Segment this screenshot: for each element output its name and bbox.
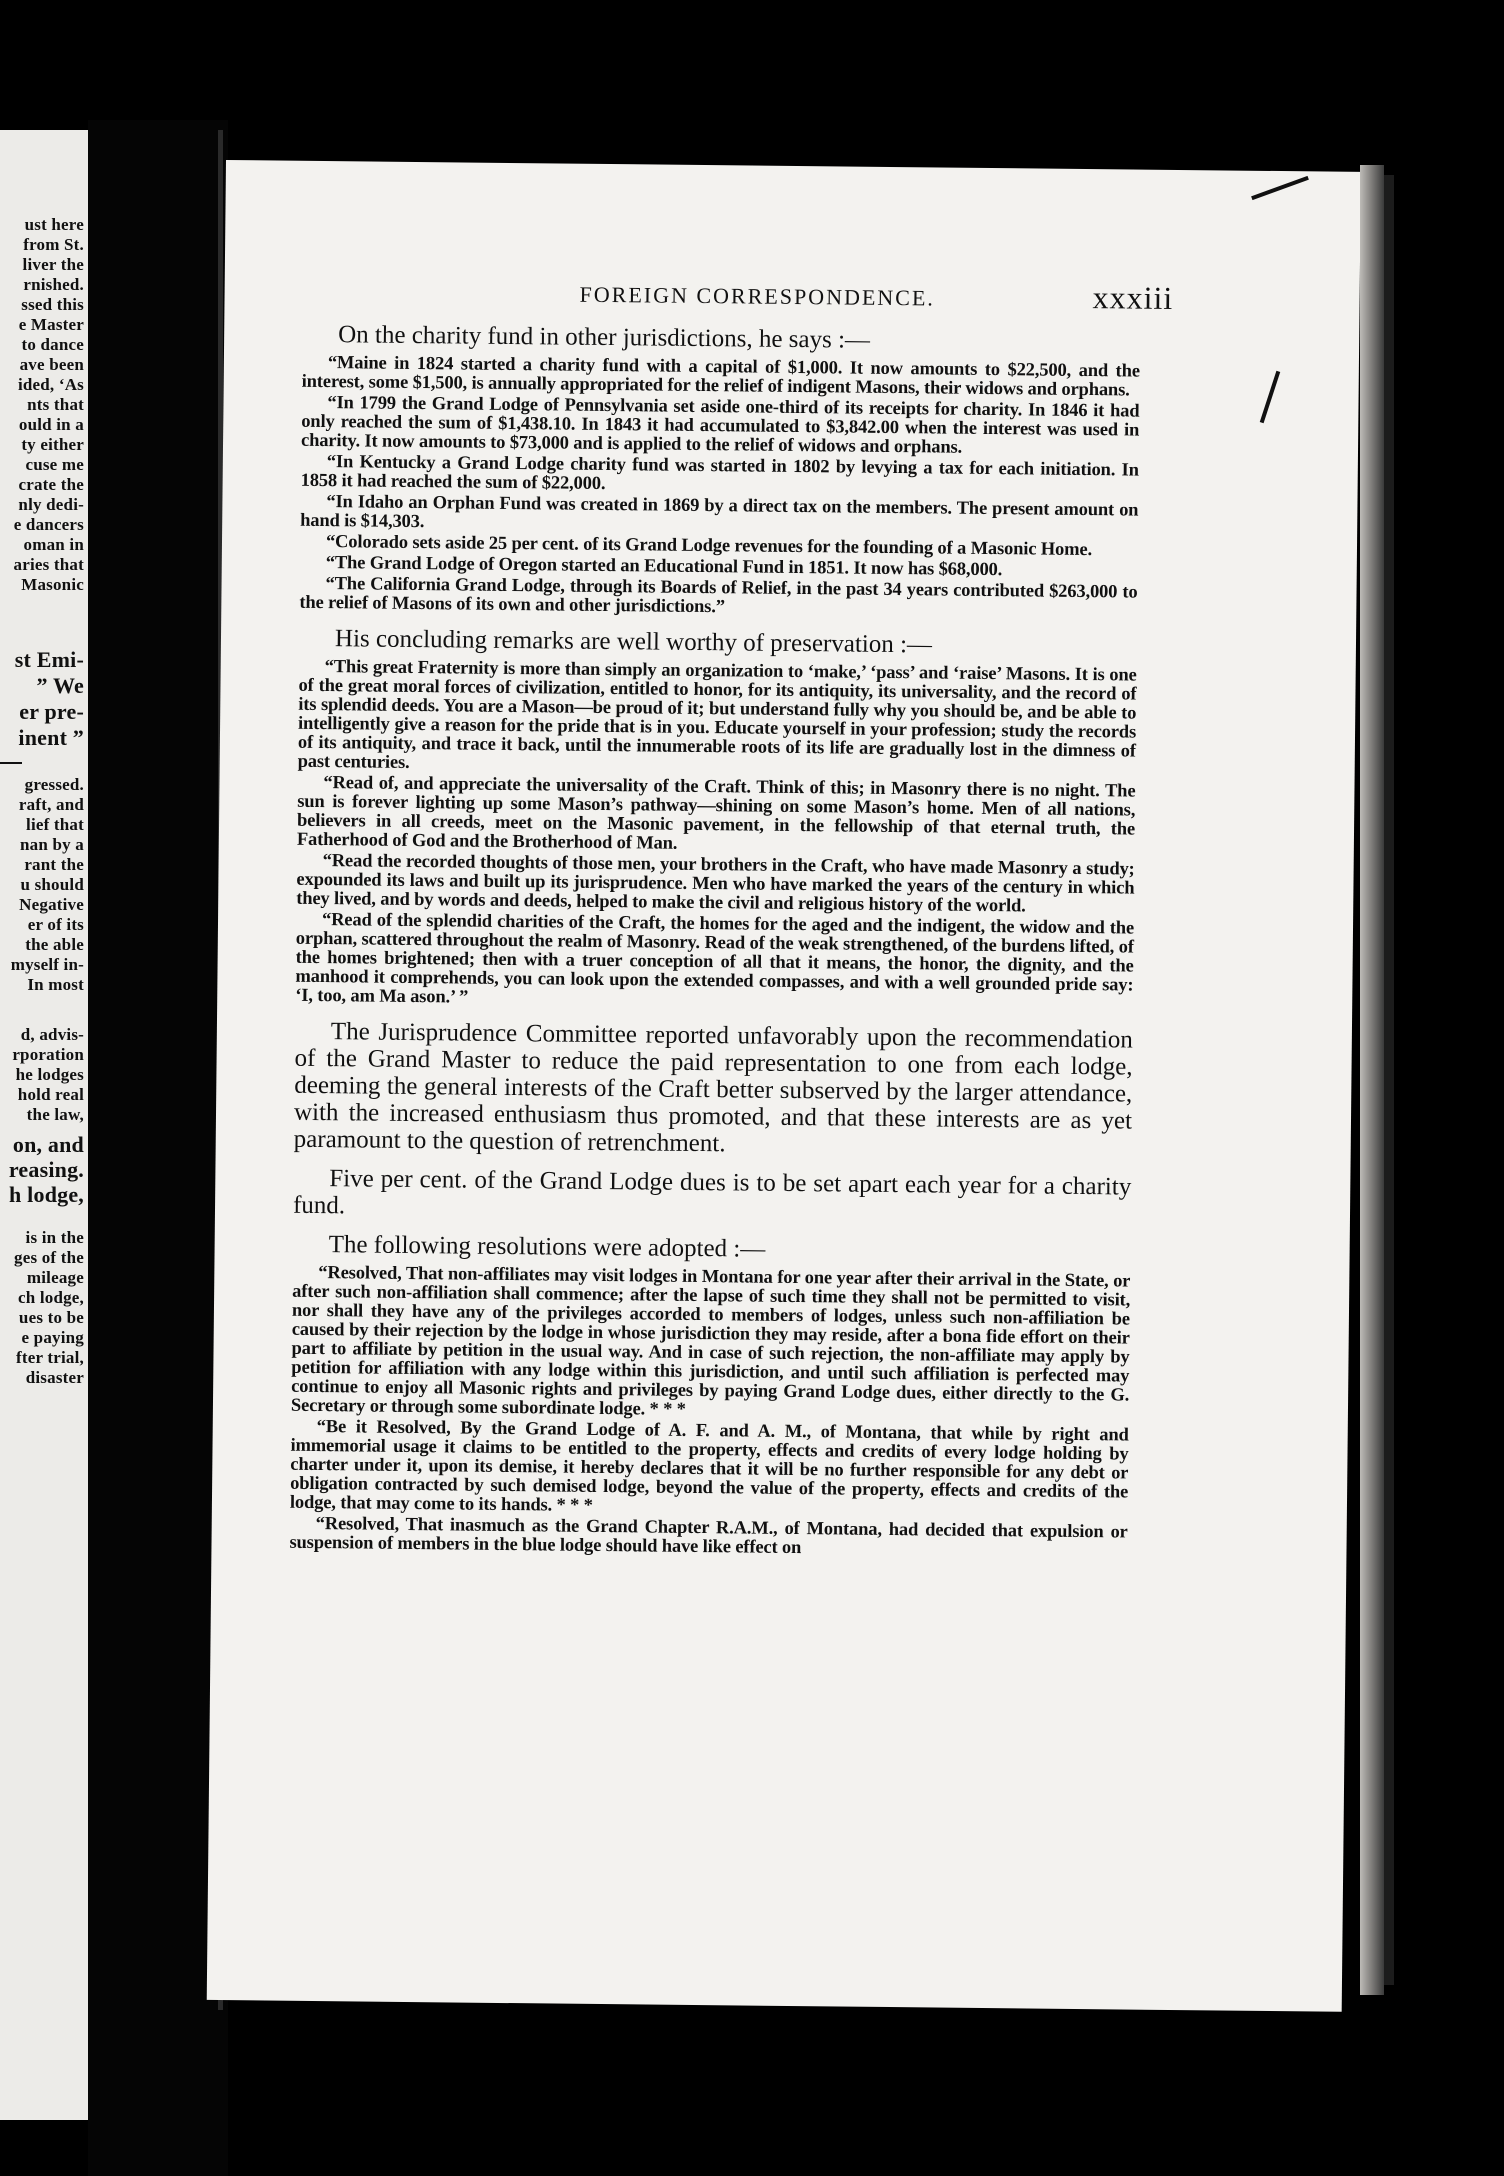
left-page-line: mileage [26, 1268, 84, 1287]
left-page-line: rant the [24, 855, 84, 874]
page-edge-shadow [1384, 175, 1394, 1985]
quoted-paragraph: “Resolved, That non-affiliates may visit lodges in Montana for one year after their arrival in the State, or after such non-affiliation shall commence; after the lapse of such time they shall not be permitted to visit, nor shall they have any of the privileges accorded to members of lodges, unless such non-affiliation be caused by their rejection by the lodge in whose jurisdiction they may reside, after a bona fide effort on their part to affiliate by petition in the usual way. And in case of such rejection, the non-affiliate may apply by petition for affiliation with any lodge within this jurisdiction, and until such affiliation is perfected may continue to enjoy all Masonic rights and privileges by paying Grand Lodge dues, either directly to the G. Secretary or through some subordinate lodge. * * * [290, 1263, 1131, 1420]
quoted-paragraph: “Be it Resolved, By the Grand Lodge of A. F. and A. M., of Montana, that while by right and immemorial usage it claims to be entitled to the property, effects and credits of every lodge holding by charter under it, upon its demise, it hereby declares that it will be no further responsible for any debt or obligation contracted by such demised lodge, beyond the value of the property, effects and credits of the lodge, that may come to its hands. * * * [289, 1417, 1129, 1516]
left-page-line: rporation [12, 1045, 84, 1064]
page-number: xxxiii [1092, 279, 1174, 316]
page-edge [1360, 165, 1384, 1995]
left-page-line: h lodge, [9, 1182, 84, 1207]
body-paragraph: His concluding remarks are well worthy of preservation :— [334, 625, 933, 659]
left-page-line: oman in [23, 535, 84, 554]
quoted-paragraph: “In Kentucky a Grand Lodge charity fund was started in 1802 by levying a tax for each initiation. In 1858 it had reached the sum of $22,000. [300, 452, 1139, 494]
body-paragraph: The Jurisprudence Committee reported unfavorably upon the recommendation of the Grand Master to reduce the paid representation to one from each lodge, deeming the general interests of the Craft better subserved by the larger attendance, with the increased enthusiasm thus promoted, and that these interests are as yet paramount to the question of retrenchment. [293, 1018, 1133, 1158]
running-title: FOREIGN CORRESPONDENCE. [579, 281, 935, 311]
left-page-line: aries that [13, 555, 84, 574]
left-page-line: disaster [25, 1368, 84, 1387]
left-page-line: er pre- [19, 699, 84, 724]
left-page-line: nly dedi- [18, 495, 84, 514]
left-page-line: ” We [36, 673, 84, 698]
quoted-paragraph: “Read the recorded thoughts of those men, your brothers in the Craft, who have made Masonry a study; expounded its laws and built up its jurisprudence. Men who have marked the years of the century in which they lived, and by words and deeds, helped to make the civil and religious history of the world. [296, 851, 1135, 917]
left-page-line: myself in- [10, 955, 84, 974]
left-page-line: u should [20, 875, 84, 894]
quoted-paragraph: “Read of the splendid charities of the Craft, the homes for the aged and the indigent, the widow and the orphan, scattered throughout the realm of Masonry. Read of the weak strengthened, of the burdens lifted, of the homes brightened; then with a truer conception of all that it means, the honor, the dignity, and the manhood it comprehends, you can look upon the extended compasses, and with a well grounded pride say: ‘I, too, am Ma ason.’ ” [295, 910, 1135, 1008]
left-page-line: the able [25, 935, 84, 954]
quoted-paragraph: “The Grand Lodge of Oregon started an Educational Fund in 1851. It now has $68,000. [325, 553, 1003, 581]
left-page-line: lief that [26, 815, 84, 834]
left-page-line: from St. [23, 235, 84, 254]
left-page-line: on, and [12, 1132, 84, 1157]
quoted-paragraph: “Read of, and appreciate the universality of the Craft. Think of this; in Masonry there is no night. The sun is forever lighting up some Mason’s pathway—shining on some Mason’s home. Men of all nations, believers in all creeds, meet on the Masonic pavement, in the fellowship of that eternal truth, the Fatherhood of God and the Brotherhood of Man. [296, 773, 1136, 854]
quoted-paragraph: “Resolved, That inasmuch as the Grand Chapter R.A.M., of Montana, had decided that expulsion or suspension of members in the blue lodge should have like effect on [289, 1514, 1128, 1559]
left-page-line: he lodges [15, 1065, 84, 1084]
left-page-line: ty either [21, 435, 84, 454]
left-page-line: gressed. [24, 775, 84, 794]
left-page-line: d, advis- [20, 1025, 84, 1044]
left-page-line: raft, and [18, 795, 84, 814]
left-page-line: er of its [27, 915, 84, 934]
body-paragraph: The following resolutions were adopted :— [328, 1231, 766, 1263]
left-page-line: to dance [21, 335, 84, 354]
left-page-line: ave been [19, 355, 84, 374]
left-page-line: e paying [21, 1328, 84, 1347]
body-paragraph: Five per cent. of the Grand Lodge dues is to be set apart each year for a charity fund. [292, 1165, 1132, 1220]
left-page-line: liver the [22, 255, 84, 274]
left-page-line: inent ” [18, 725, 84, 750]
left-page-line: ssed this [21, 295, 84, 314]
left-page-line: ch lodge, [17, 1288, 84, 1307]
left-page-line: e Master [18, 315, 84, 334]
left-page-line: ided, ‘As [17, 375, 84, 394]
left-page-line: e dancers [13, 515, 84, 534]
page-body [289, 321, 1140, 1562]
left-page-line: crate the [18, 475, 84, 494]
quoted-paragraph: “In Idaho an Orphan Fund was created in 1869 by a direct tax on the members. The present amount on hand is $14,303. [300, 492, 1139, 533]
left-page-rule [0, 762, 22, 764]
left-page-line: cuse me [25, 455, 84, 474]
left-page-line: Negative [19, 895, 84, 914]
quoted-paragraph: “Maine in 1824 started a charity fund with a capital of $1,000. It now amounts to $22,500, and the interest, some $1,500, is annually appropriated for the relief of indigent Masons, their widows and orphans. [301, 353, 1140, 401]
left-page-line: Masonic [21, 575, 84, 594]
previous-page-fragment [0, 130, 88, 2120]
book-page [207, 160, 1361, 2012]
left-page-line: st Emi- [14, 647, 84, 672]
quoted-paragraph: “This great Fraternity is more than simply an organization to ‘make,’ ‘pass’ and ‘raise’ Masons. It is one of the great moral forces of civilization, entitled to honor, for its antiquity, its universality, and the record of its splendid deeds. You are a Mason—be proud of it; but understand fully why you should be, and be able to intelligently give a reason for the pride that is in you. Educate yourself in your profession; study the records of its antiquity, and trace it back, until the innumerable roots of its life are gradually lost in the dimness of past centuries. [297, 657, 1137, 773]
quoted-paragraph: “In 1799 the Grand Lodge of Pennsylvania set aside one-third of its receipts for charity. In 1846 it had only reached the sum of $1,438.10. In 1843 it had accumulated to $3,842.00 when the interest was used in charity. It now amounts to $73,000 and is applied to the relief of widows and orphans. [300, 393, 1140, 458]
quoted-paragraph: “Colorado sets aside 25 per cent. of its Grand Lodge revenues for the founding of a Masonic Home. [325, 532, 1093, 561]
quoted-paragraph: “The California Grand Lodge, through its Boards of Relief, in the past 34 years contributed $263,000 to the relief of Masons of its own and other jurisdictions.” [299, 574, 1138, 618]
left-page-line: fter trial, [16, 1348, 84, 1367]
left-page-line: hold real [17, 1085, 84, 1104]
left-page-line: reasing. [8, 1157, 84, 1182]
left-page-line: the law, [26, 1105, 84, 1124]
left-page-line: is in the [25, 1228, 84, 1247]
body-paragraph: On the charity fund in other jurisdictions, he says :— [338, 321, 871, 354]
left-page-line: ues to be [18, 1308, 84, 1327]
book-gutter [88, 120, 228, 2176]
left-page-line: In most [27, 975, 84, 994]
left-page-line: ould in a [18, 415, 84, 434]
left-page-line: nts that [27, 395, 84, 414]
left-page-line: ust here [24, 215, 84, 234]
left-page-line: ges of the [14, 1248, 84, 1267]
left-page-line: nan by a [20, 835, 84, 854]
left-page-line: rnished. [23, 275, 84, 294]
